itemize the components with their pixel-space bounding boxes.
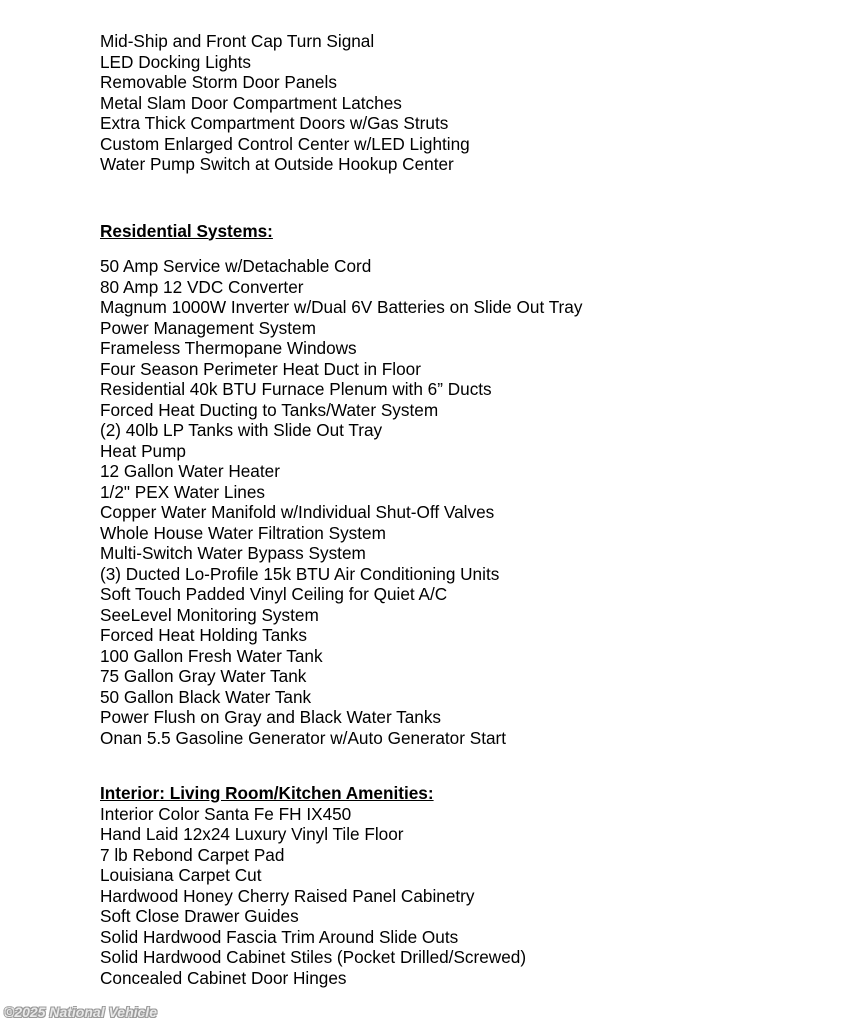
feature-item: Removable Storm Door Panels [100,72,337,92]
feature-item: Louisiana Carpet Cut [100,865,262,885]
feature-item: Forced Heat Holding Tanks [100,625,307,645]
document-body [100,31,840,988]
feature-item: 12 Gallon Water Heater [100,461,280,481]
feature-item: Power Management System [100,317,316,338]
feature-item: (2) 40lb LP Tanks with Slide Out Tray [100,420,383,440]
feature-item: 75 Gallon Gray Water Tank [100,666,307,686]
feature-item: Hand Laid 12x24 Luxury Vinyl Tile Floor [100,824,404,844]
feature-item: Forced Heat Ducting to Tanks/Water System [100,399,439,420]
feature-item: 100 Gallon Fresh Water Tank [100,645,323,666]
feature-item: Power Flush on Gray and Black Water Tanks [100,707,442,727]
feature-item: Solid Hardwood Cabinet Stiles (Pocket Drilled/Screwed) [100,947,527,967]
feature-item: Metal Slam Door Compartment Latches [100,92,402,113]
feature-item: Magnum 1000W Inverter w/Dual 6V Batteries on Slide Out Tray [100,297,583,317]
feature-item: Extra Thick Compartment Doors w/Gas Struts [100,113,449,133]
feature-item: Custom Enlarged Control Center w/LED Lighting [100,133,470,154]
feature-item: LED Docking Lights [100,51,251,72]
feature-list-residential-systems [100,256,840,748]
section-heading-residential-systems: Residential Systems: [100,220,273,241]
feature-item: Mid-Ship and Front Cap Turn Signal [100,31,375,51]
feature-item: 80 Amp 12 VDC Converter [100,276,304,297]
feature-item: Whole House Water Filtration System [100,522,386,543]
feature-item: Frameless Thermopane Windows [100,338,357,358]
feature-item: 50 Amp Service w/Detachable Cord [100,256,372,276]
feature-item: (3) Ducted Lo-Profile 15k BTU Air Conditioning Units [100,563,500,584]
feature-item: Multi-Switch Water Bypass System [100,543,366,563]
feature-item: Soft Close Drawer Guides [100,906,299,926]
feature-item: Four Season Perimeter Heat Duct in Floor [100,358,421,379]
feature-item: Concealed Cabinet Door Hinges [100,967,347,988]
feature-item: Hardwood Honey Cherry Raised Panel Cabinetry [100,885,475,906]
feature-list-interior-living-room-kitchen [100,804,840,989]
feature-item: SeeLevel Monitoring System [100,604,319,625]
feature-item: Copper Water Manifold w/Individual Shut-Off Valves [100,502,495,522]
feature-item: Interior Color Santa Fe FH IX450 [100,803,352,824]
feature-item: Water Pump Switch at Outside Hookup Center [100,154,454,174]
feature-item: Solid Hardwood Fascia Trim Around Slide Outs [100,926,459,947]
feature-item: Onan 5.5 Gasoline Generator w/Auto Generator Start [100,727,507,748]
feature-item: Heat Pump [100,440,186,461]
feature-item: 50 Gallon Black Water Tank [100,686,312,707]
feature-list-exterior [100,31,840,175]
feature-item: Soft Touch Padded Vinyl Ceiling for Quiet A/C [100,584,448,604]
section-heading-interior-living-room-kitchen: Interior: Living Room/Kitchen Amenities: [100,783,434,803]
copyright-watermark: ©2025 National Vehicle [4,1004,157,1020]
feature-item: 7 lb Rebond Carpet Pad [100,844,285,865]
feature-item: Residential 40k BTU Furnace Plenum with 6” Ducts [100,379,492,399]
feature-item: 1/2" PEX Water Lines [100,481,266,502]
